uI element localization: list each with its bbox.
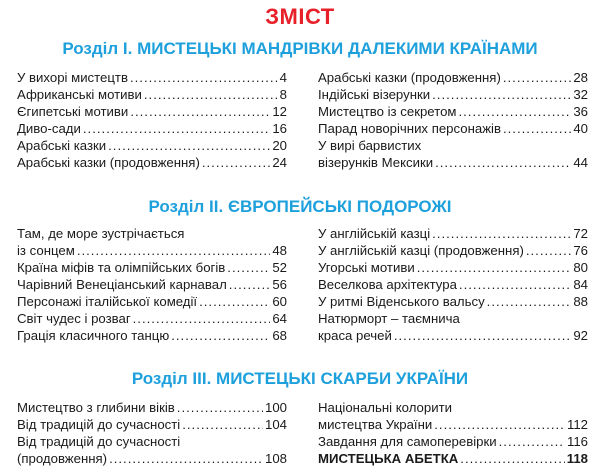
toc-page-number: 28 [573,70,588,85]
toc-entry-title: Арабські казки (продовження) [318,70,501,85]
toc-entry-title-line1: Від традицій до сучасності [17,434,181,449]
toc-dot-leader [417,259,572,276]
section-3-right-column [318,399,588,467]
toc-entry[interactable] [17,225,287,259]
toc-dot-leader [499,433,565,450]
toc-entry-title-line1: Натюрморт – таємнича [318,311,460,326]
page-title: ЗМІСТ [265,4,335,29]
toc-entry[interactable] [17,259,287,276]
toc-dot-leader [77,242,271,259]
toc-entry-title: Арабські казки [17,138,107,153]
toc-entry-title: Персонажі італійської комедії [17,294,198,309]
toc-dot-leader [432,86,571,103]
toc-dot-leader [432,225,571,242]
toc-entry-title: Мистецтво з глибини віків [17,400,175,415]
toc-dot-leader [130,69,278,86]
toc-page-number: 68 [272,328,287,343]
toc-page-number: 84 [573,277,588,292]
toc-entry[interactable] [17,327,287,344]
toc-dot-leader [459,276,571,293]
toc-entry-title: із сонцем [17,243,75,258]
toc-entry[interactable] [318,86,588,103]
toc-page-number: 56 [272,277,287,292]
toc-dot-leader [199,293,270,310]
toc-page-number: 104 [264,417,287,432]
toc-dot-leader [177,399,263,416]
toc-entry-title: Завдання для самоперевірки [318,434,497,449]
toc-entry-title: візерунків Мексики [318,155,434,170]
toc-dot-leader [229,276,271,293]
toc-dot-leader [171,327,270,344]
toc-entry[interactable] [17,293,287,310]
toc-page-number: 40 [573,121,588,136]
toc-page-number: 64 [272,311,287,326]
toc-dot-leader [130,103,270,120]
toc-entry[interactable] [318,120,588,137]
toc-page-number: 118 [566,451,588,466]
toc-page-number: 92 [573,328,588,343]
toc-dot-leader [503,69,571,86]
toc-page-number: 52 [272,260,287,275]
toc-page-number: 8 [279,87,287,102]
toc-dot-leader [460,450,564,467]
toc-dot-leader [526,242,571,259]
toc-entry-title: У англійській казці [318,226,431,241]
toc-page-number: 108 [264,451,287,466]
toc-entry-title: Єгипетські мотиви [17,104,129,119]
section-heading-1: Розділ І. МИСТЕЦЬКІ МАНДРІВКИ ДАЛЕКИМИ КРАЇНАМИ [62,39,538,58]
toc-dot-leader [133,310,271,327]
toc-entry-title: У англійській казці (продовження) [318,243,524,258]
toc-entry-title: У вихорі мистецтв [17,70,128,85]
toc-dot-leader [108,137,270,154]
toc-entry-title: У ритмі Віденського вальсу [318,294,485,309]
toc-page-number: 76 [573,243,588,258]
toc-entry-title: Індійські візерунки [318,87,431,102]
toc-dot-leader [144,86,278,103]
toc-entry[interactable] [318,69,588,86]
toc-entry-title: Веселкова архітектура [318,277,457,292]
toc-dot-leader [503,120,571,137]
toc-entry-title: Грація класичного танцю [17,328,170,343]
toc-page-number: 112 [566,417,588,432]
toc-entry-title: краса речей [318,328,392,343]
toc-page-number: 32 [573,87,588,102]
toc-entry-title: Світ чудес і розваг [17,311,131,326]
toc-page-number: 12 [272,104,287,119]
toc-entry[interactable] [17,276,287,293]
toc-page-number: 80 [573,260,588,275]
section-heading-3: Розділ ІІІ. МИСТЕЦЬКІ СКАРБИ УКРАЇНИ [131,369,469,388]
toc-entry[interactable] [318,450,588,467]
toc-entry-title: мистецтва України [318,417,433,432]
toc-page-number: 24 [272,155,287,170]
toc-page-number: 4 [279,70,287,85]
toc-entry[interactable] [318,310,588,344]
toc-entry-title: Угорські мотиви [318,260,415,275]
toc-entry-title: МИСТЕЦЬКА АБЕТКА [318,451,459,466]
toc-entry[interactable] [17,103,287,120]
section-heading-2: Розділ ІІ. ЄВРОПЕЙСЬКІ ПОДОРОЖІ [148,197,452,216]
section-3-left-column [17,399,287,467]
toc-entry[interactable] [17,416,287,433]
toc-entry-title: Арабські казки (продовження) [17,155,200,170]
toc-entry-title: Мистецтво із секретом [318,104,457,119]
section-2-left-column [17,225,287,344]
toc-entry[interactable] [318,293,588,310]
toc-entry[interactable] [318,433,588,450]
toc-dot-leader [458,103,571,120]
toc-page-number: 72 [573,226,588,241]
toc-page-number: 48 [272,243,287,258]
toc-entry[interactable] [17,137,287,154]
toc-dot-leader [109,450,263,467]
toc-dot-leader [435,154,571,171]
toc-entry[interactable] [318,259,588,276]
toc-page-number: 60 [272,294,287,309]
toc-dot-leader [487,293,572,310]
toc-entry-title: Від традицій до сучасності [17,417,181,432]
toc-dot-leader [202,154,270,171]
toc-entry[interactable] [17,120,287,137]
toc-entry-title: Африканські мотиви [17,87,142,102]
toc-page-number: 116 [566,434,588,449]
toc-entry[interactable] [318,399,588,433]
toc-entry[interactable] [318,242,588,259]
toc-entry[interactable] [318,276,588,293]
toc-entry[interactable] [17,310,287,327]
toc-entry-title-line1: Національні колорити [318,400,452,415]
toc-page-number: 16 [272,121,287,136]
section-1-right-column [318,69,588,171]
toc-entry-title-line1: У вирі барвистих [318,138,422,153]
toc-entry-title: (продовження) [17,451,108,466]
section-2-right-column [318,225,588,344]
toc-page-number: 100 [264,400,287,415]
toc-entry[interactable] [17,399,287,416]
toc-entry[interactable] [17,154,287,171]
section-1-left-column [17,69,287,171]
toc-dot-leader [434,416,565,433]
toc-entry-title: Чарівний Венеціанський карнавал [17,277,227,292]
toc-dot-leader [83,120,270,137]
toc-page-number: 88 [573,294,588,309]
toc-page-number: 20 [272,138,287,153]
toc-dot-leader [182,416,263,433]
toc-dot-leader [394,327,571,344]
toc-entry[interactable] [318,225,588,242]
toc-entry[interactable] [17,69,287,86]
toc-dot-leader [227,259,270,276]
toc-entry-title: Парад новорічних персонажів [318,121,501,136]
toc-entry[interactable] [318,103,588,120]
toc-entry[interactable] [17,86,287,103]
toc-entry-title: Країна міфів та олімпійських богів [17,260,226,275]
toc-entry[interactable] [318,137,588,171]
toc-entry[interactable] [17,433,287,467]
toc-entry-title: Диво-сади [17,121,81,136]
toc-page-number: 36 [573,104,588,119]
toc-entry-title-line1: Там, де море зустрічається [17,226,185,241]
toc-page-number: 44 [573,155,588,170]
